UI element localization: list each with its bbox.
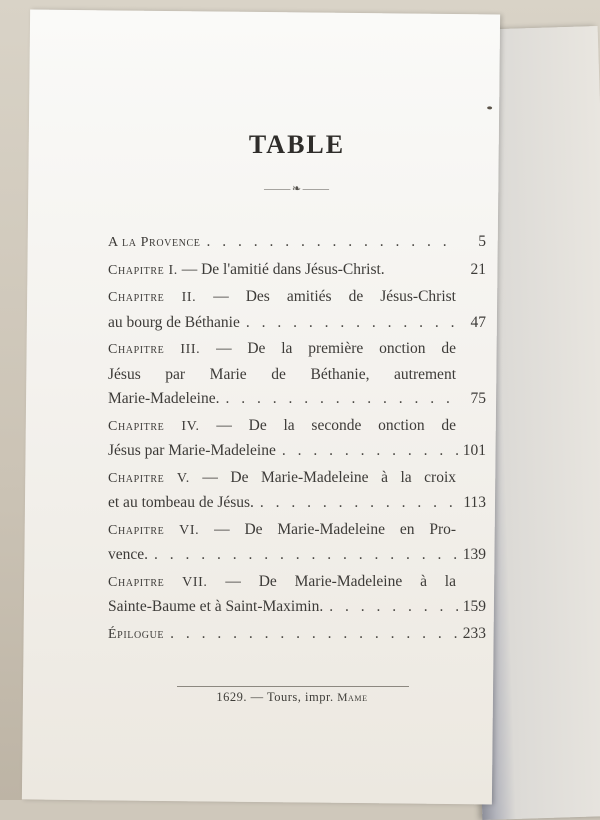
toc-list [108, 230, 486, 647]
entry-label: Chapitre I. [108, 262, 178, 278]
page-number: 233 [462, 624, 486, 642]
entry-text: Jésus par Marie de Béthanie, autrement [108, 365, 456, 383]
page-number: 75 [470, 390, 486, 407]
entry-label: Chapitre III. [108, 342, 201, 357]
page-number: 47 [470, 313, 486, 331]
entry-text-last: Jésus par Marie-Madeleine [108, 442, 276, 459]
leader-dots [240, 311, 458, 336]
page-number: 139 [462, 546, 486, 563]
entry-label: Chapitre II. [108, 290, 197, 305]
entry-text-last: au bourg de Béthanie [108, 313, 240, 331]
entry-text: — De la seconde onction de [216, 416, 456, 434]
toc-entry-chapitre-4[interactable] [108, 414, 486, 464]
leader-dots [219, 387, 458, 412]
toc-entry-chapitre-1[interactable] [108, 258, 486, 284]
entry-text: — De Marie-Madeleine à la croix [202, 468, 457, 486]
table-of-contents [108, 130, 486, 649]
toc-entry-chapitre-3[interactable] [108, 337, 486, 412]
leader-dots [254, 491, 458, 516]
toc-entry-provence[interactable] [108, 230, 486, 256]
page-number: 5 [478, 233, 486, 250]
entry-text-last: Marie-Madeleine. [108, 390, 220, 407]
leader-dots [323, 595, 458, 620]
entry-text: — Des amitiés de Jésus-Christ [213, 288, 456, 305]
toc-entry-epilogue[interactable] [108, 622, 486, 648]
entry-text: — De Marie-Madeleine en Pro- [214, 520, 457, 538]
leader-dots [148, 543, 458, 568]
entry-text-last: vence. [108, 546, 149, 563]
entry-label: A la Provence [108, 235, 201, 250]
toc-entry-chapitre-5[interactable] [108, 466, 486, 516]
toc-entry-chapitre-6[interactable] [108, 518, 486, 568]
leader-dots [200, 230, 458, 255]
entry-text-last: et au tombeau de Jésus. [108, 494, 254, 511]
entry-label: Chapitre IV. [108, 418, 200, 434]
page-number: 101 [462, 442, 486, 459]
ink-speck [487, 106, 492, 109]
page-title: TABLE [248, 130, 346, 159]
entry-label: Chapitre VI. [108, 522, 200, 538]
entry-label: Chapitre VII. [108, 574, 208, 590]
entry-text: — De Marie-Madeleine à la [225, 572, 456, 590]
leader-dots [276, 439, 458, 464]
page-number: 21 [470, 260, 486, 278]
toc-entry-chapitre-2[interactable] [108, 285, 486, 335]
colophon-text: 1629. — Tours, impr. [216, 690, 334, 704]
entry-text: — De la première onction de [216, 340, 456, 357]
entry-label: Chapitre V. [108, 470, 190, 486]
ornament-icon: ⸻❧⸻ [263, 183, 331, 195]
entry-text-last: Sainte-Baume et à Saint-Maximin. [108, 598, 324, 615]
entry-label: Épilogue [108, 626, 165, 642]
toc-entry-chapitre-7[interactable] [108, 570, 486, 620]
printer-colophon [100, 690, 484, 705]
footer-rule [177, 686, 409, 687]
page-number: 113 [463, 494, 486, 511]
printer-name: Mame [337, 692, 368, 704]
page-number: 159 [462, 598, 486, 615]
leader-dots [164, 622, 458, 647]
entry-text: — De l'amitié dans Jésus-Christ. [181, 260, 385, 278]
